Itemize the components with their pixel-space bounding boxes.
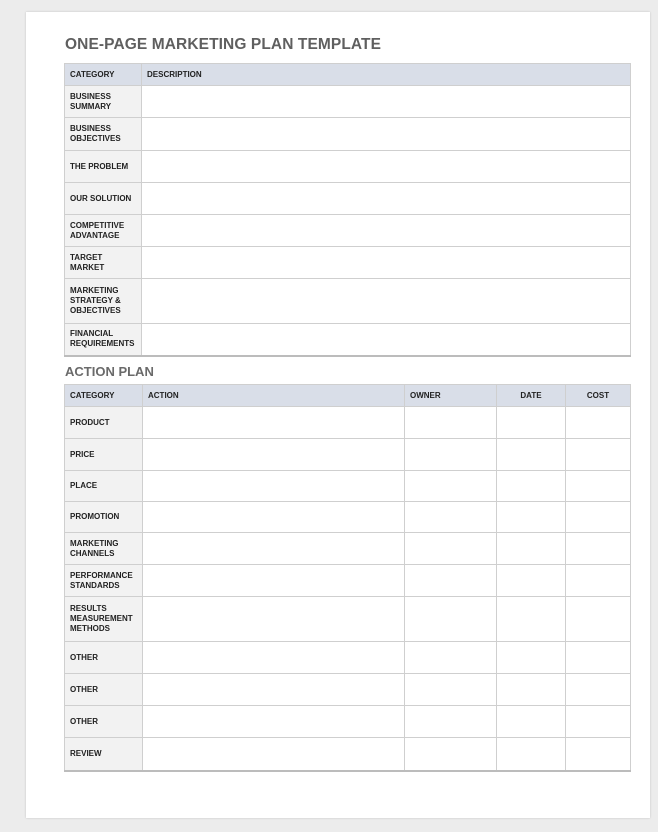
header-cost: COST xyxy=(566,385,631,407)
description-cell[interactable] xyxy=(142,86,631,118)
date-cell[interactable] xyxy=(497,439,566,471)
action-header-row xyxy=(65,385,631,407)
category-cell: OTHER xyxy=(65,642,143,674)
action-cell[interactable] xyxy=(143,471,405,502)
category-cell: COMPETITIVE ADVANTAGE xyxy=(65,215,142,247)
cost-cell[interactable] xyxy=(566,642,631,674)
table-row xyxy=(65,565,631,597)
cost-cell[interactable] xyxy=(566,533,631,565)
owner-cell[interactable] xyxy=(405,597,497,642)
description-cell[interactable] xyxy=(142,215,631,247)
description-cell[interactable] xyxy=(142,247,631,279)
category-cell: PERFORMANCE STANDARDS xyxy=(65,565,143,597)
description-cell[interactable] xyxy=(142,324,631,356)
action-cell[interactable] xyxy=(143,407,405,439)
date-cell[interactable] xyxy=(497,565,566,597)
action-cell[interactable] xyxy=(143,439,405,471)
header-date: DATE xyxy=(497,385,566,407)
cost-cell[interactable] xyxy=(566,706,631,738)
table-row xyxy=(65,247,631,279)
owner-cell[interactable] xyxy=(405,502,497,533)
category-cell: THE PROBLEM xyxy=(65,151,142,183)
action-cell[interactable] xyxy=(143,533,405,565)
cost-cell[interactable] xyxy=(566,439,631,471)
table-row xyxy=(65,279,631,324)
table-row xyxy=(65,674,631,706)
table-row xyxy=(65,597,631,642)
category-cell: PROMOTION xyxy=(65,502,143,533)
table-row xyxy=(65,706,631,738)
table-row xyxy=(65,533,631,565)
owner-cell[interactable] xyxy=(405,407,497,439)
owner-cell[interactable] xyxy=(405,642,497,674)
table-row xyxy=(65,86,631,118)
date-cell[interactable] xyxy=(497,407,566,439)
owner-cell[interactable] xyxy=(405,533,497,565)
table-row xyxy=(65,738,631,771)
category-cell: PRICE xyxy=(65,439,143,471)
action-cell[interactable] xyxy=(143,565,405,597)
owner-cell[interactable] xyxy=(405,738,497,771)
table-row xyxy=(65,642,631,674)
table-row xyxy=(65,151,631,183)
header-description: DESCRIPTION xyxy=(142,64,631,86)
table-row xyxy=(65,215,631,247)
category-cell: OUR SOLUTION xyxy=(65,183,142,215)
description-cell[interactable] xyxy=(142,183,631,215)
owner-cell[interactable] xyxy=(405,706,497,738)
table-row xyxy=(65,324,631,356)
table-row xyxy=(65,118,631,151)
category-cell: BUSINESS SUMMARY xyxy=(65,86,142,118)
plan-header-row xyxy=(65,64,631,86)
description-cell[interactable] xyxy=(142,118,631,151)
action-cell[interactable] xyxy=(143,738,405,771)
date-cell[interactable] xyxy=(497,471,566,502)
date-cell[interactable] xyxy=(497,533,566,565)
date-cell[interactable] xyxy=(497,674,566,706)
action-plan-table xyxy=(64,384,631,772)
header-category: CATEGORY xyxy=(65,64,142,86)
owner-cell[interactable] xyxy=(405,674,497,706)
action-cell[interactable] xyxy=(143,674,405,706)
category-cell: PRODUCT xyxy=(65,407,143,439)
category-cell: REVIEW xyxy=(65,738,143,771)
header-action: ACTION xyxy=(143,385,405,407)
table-row xyxy=(65,439,631,471)
date-cell[interactable] xyxy=(497,642,566,674)
action-cell[interactable] xyxy=(143,597,405,642)
description-cell[interactable] xyxy=(142,151,631,183)
owner-cell[interactable] xyxy=(405,439,497,471)
table-row xyxy=(65,471,631,502)
header-category: CATEGORY xyxy=(65,385,143,407)
date-cell[interactable] xyxy=(497,706,566,738)
category-cell: FINANCIAL REQUIREMENTS xyxy=(65,324,142,356)
page-title: ONE-PAGE MARKETING PLAN TEMPLATE xyxy=(65,36,382,53)
category-cell: OTHER xyxy=(65,706,143,738)
table-row xyxy=(65,502,631,533)
cost-cell[interactable] xyxy=(566,565,631,597)
header-owner: OWNER xyxy=(405,385,497,407)
cost-cell[interactable] xyxy=(566,674,631,706)
cost-cell[interactable] xyxy=(566,407,631,439)
action-cell[interactable] xyxy=(143,642,405,674)
description-cell[interactable] xyxy=(142,279,631,324)
action-cell[interactable] xyxy=(143,502,405,533)
category-cell: PLACE xyxy=(65,471,143,502)
date-cell[interactable] xyxy=(497,738,566,771)
date-cell[interactable] xyxy=(497,597,566,642)
date-cell[interactable] xyxy=(497,502,566,533)
document-page xyxy=(26,12,650,818)
category-cell: BUSINESS OBJECTIVES xyxy=(65,118,142,151)
category-cell: MARKETING CHANNELS xyxy=(65,533,143,565)
category-cell: TARGET MARKET xyxy=(65,247,142,279)
cost-cell[interactable] xyxy=(566,471,631,502)
table-row xyxy=(65,407,631,439)
category-cell: RESULTS MEASUREMENT METHODS xyxy=(65,597,143,642)
cost-cell[interactable] xyxy=(566,738,631,771)
category-cell: MARKETING STRATEGY & OBJECTIVES xyxy=(65,279,142,324)
action-plan-title: ACTION PLAN xyxy=(65,364,154,379)
cost-cell[interactable] xyxy=(566,502,631,533)
cost-cell[interactable] xyxy=(566,597,631,642)
owner-cell[interactable] xyxy=(405,565,497,597)
plan-table xyxy=(64,63,631,357)
action-cell[interactable] xyxy=(143,706,405,738)
category-cell: OTHER xyxy=(65,674,143,706)
table-row xyxy=(65,183,631,215)
owner-cell[interactable] xyxy=(405,471,497,502)
